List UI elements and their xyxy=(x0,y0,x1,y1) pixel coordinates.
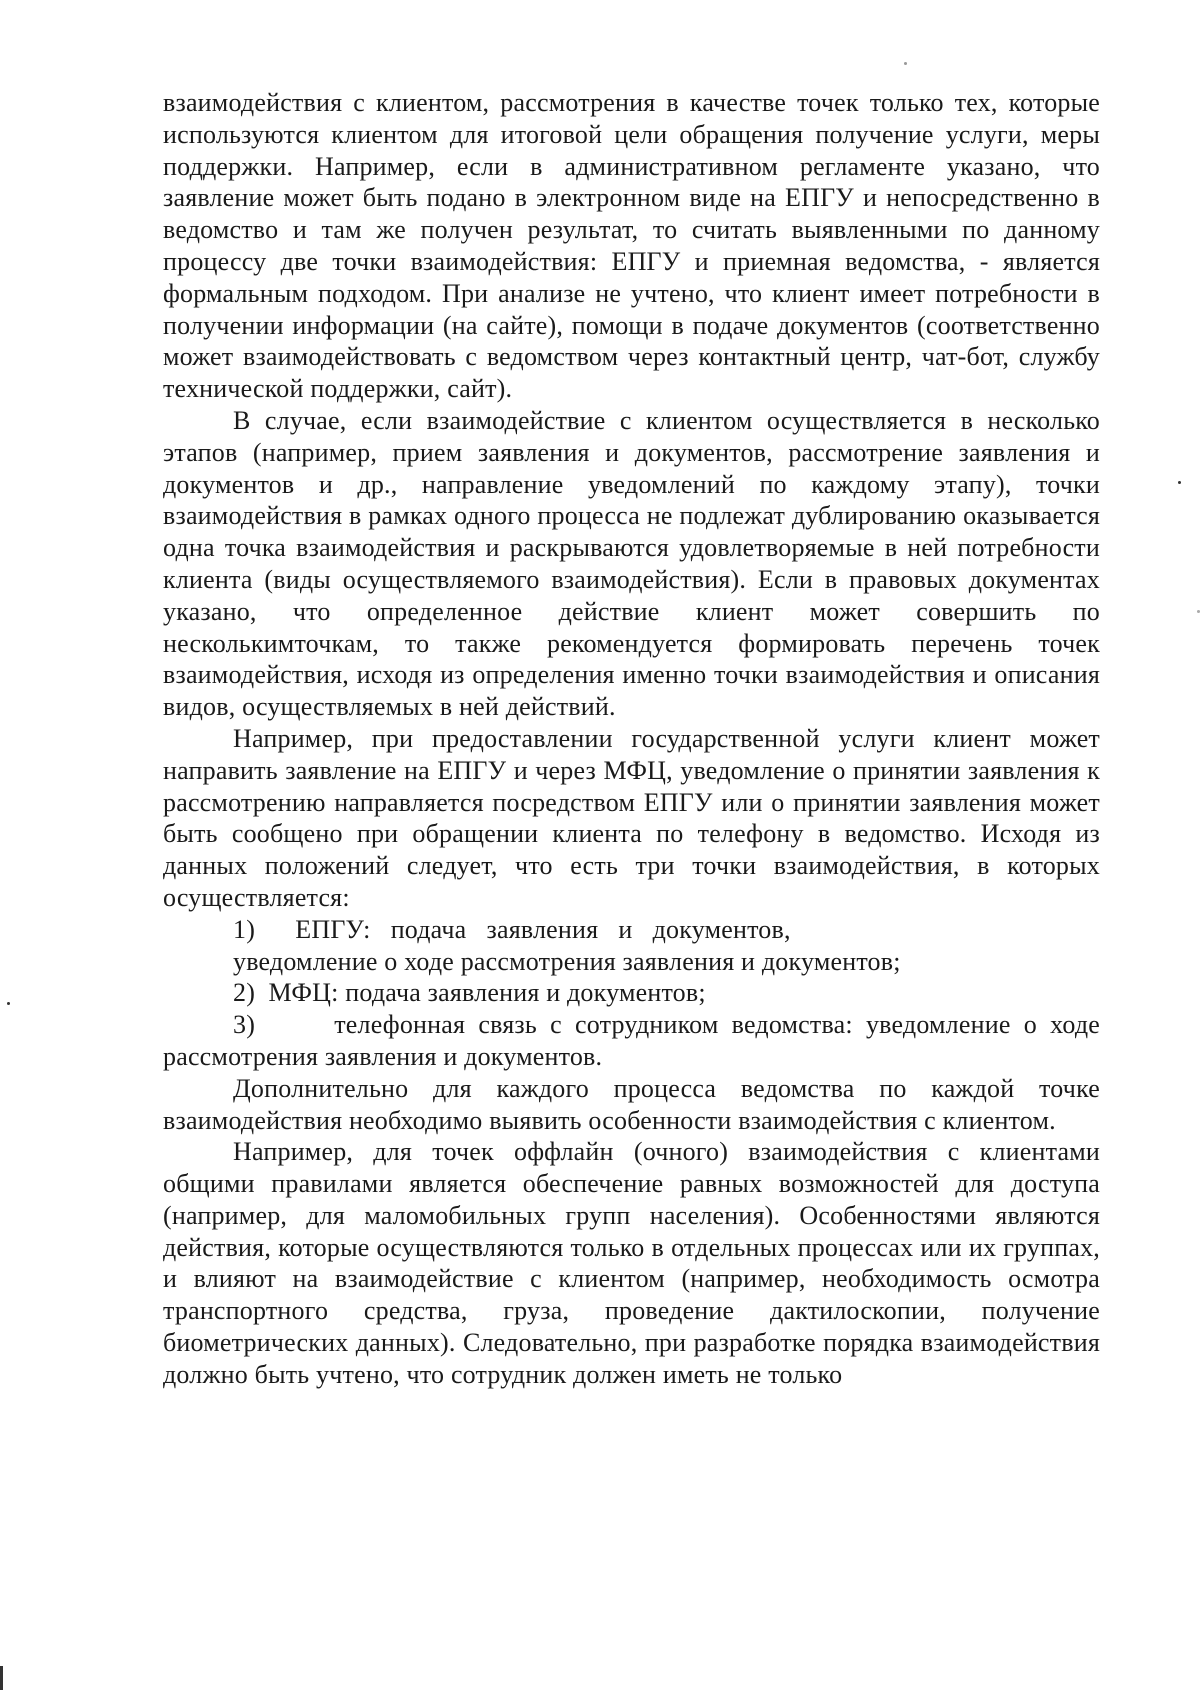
paragraph-3: Например, при предоставлении государственной услуги клиент может направить заявление на ЕПГУ и через МФЦ, уведомление о принятии заявления к рассмотрению направляется посредством ЕПГУ или о принятии заявления может быть сообщено при обращении клиента по телефону в ведомство. Исходя из данных положений следует, что есть три точки взаимодействия, в которых осуществляется: xyxy=(163,723,1100,912)
paragraph-5: Например, для точек оффлайн (очного) взаимодействия с клиентами общими правилами является обеспечение равных возможностей для доступа (например, для маломобильных групп населения). Особенностями являются действия, которые осуществляются только в отдельных процессах или их группах, и влияют на взаимодействие с клиентом (например, необходимость осмотра транспортного средства, груза, проведение дактилоскопии, получение биометрических данных). Следовательно, при разработке порядка взаимодействия должно быть учтено, что сотрудник должен иметь не только xyxy=(163,1137,1100,1389)
scan-speck xyxy=(1178,481,1181,484)
paragraph-1: взаимодействия с клиентом, рассмотрения в качестве точек только тех, которые используются клиентом для итоговой цели обращения получение услуги, меры поддержки. Например, если в административном регламенте указано, что заявление может быть подано в электронном виде на ЕПГУ и непосредственно в ведомство и там же получен результат, то считать выявленными по данному процессу две точки взаимодействия: ЕПГУ и приемная ведомства, - является формальным подходом. При анализе не учтено, что клиент имеет потребности в получении информации (на сайте), помощи в подаче документов (соответственно может взаимодействовать с ведомством через контактный центр, чат-бот, службу технической поддержки, сайт). xyxy=(163,88,1100,404)
list-item-2: 2) МФЦ: подача заявления и документов; xyxy=(233,978,706,1008)
scan-speck xyxy=(7,1002,10,1005)
list-item-1-continuation: уведомление о ходе рассмотрения заявления и документов; xyxy=(233,946,901,976)
scan-edge-mark xyxy=(0,1666,3,1690)
paragraph-4: Дополнительно для каждого процесса ведомства по каждой точке взаимодействия необходимо выявить особенности взаимодействия с клиентом. xyxy=(163,1073,1100,1135)
paragraph-2: В случае, если взаимодействие с клиентом осуществляется в несколько этапов (например, прием заявления и документов, рассмотрение заявления и документов и др., направление уведомлений по каждому этапу), точки взаимодействия в рамках одного процесса не подлежат дублированию оказывается одна точка взаимодействия и раскрываются удовлетворяемые в ней потребности клиента (виды осуществляемого взаимодействия). Если в правовых документах указано, что определенное действие клиент может совершить по несколькимточкам, то также рекомендуется формировать перечень точек взаимодействия, исходя из определения именно точки взаимодействия и описания видов, осуществляемых в ней действий. xyxy=(163,405,1100,722)
scan-speck xyxy=(904,62,907,65)
list-item-3: 3) телефонная связь с сотрудником ведомства: уведомление о ходе рассмотрения заявления и документов. xyxy=(163,1010,1107,1071)
list-item-1: 1) ЕПГУ: подача заявления и документов, xyxy=(233,914,791,944)
document-body xyxy=(163,87,1107,1391)
